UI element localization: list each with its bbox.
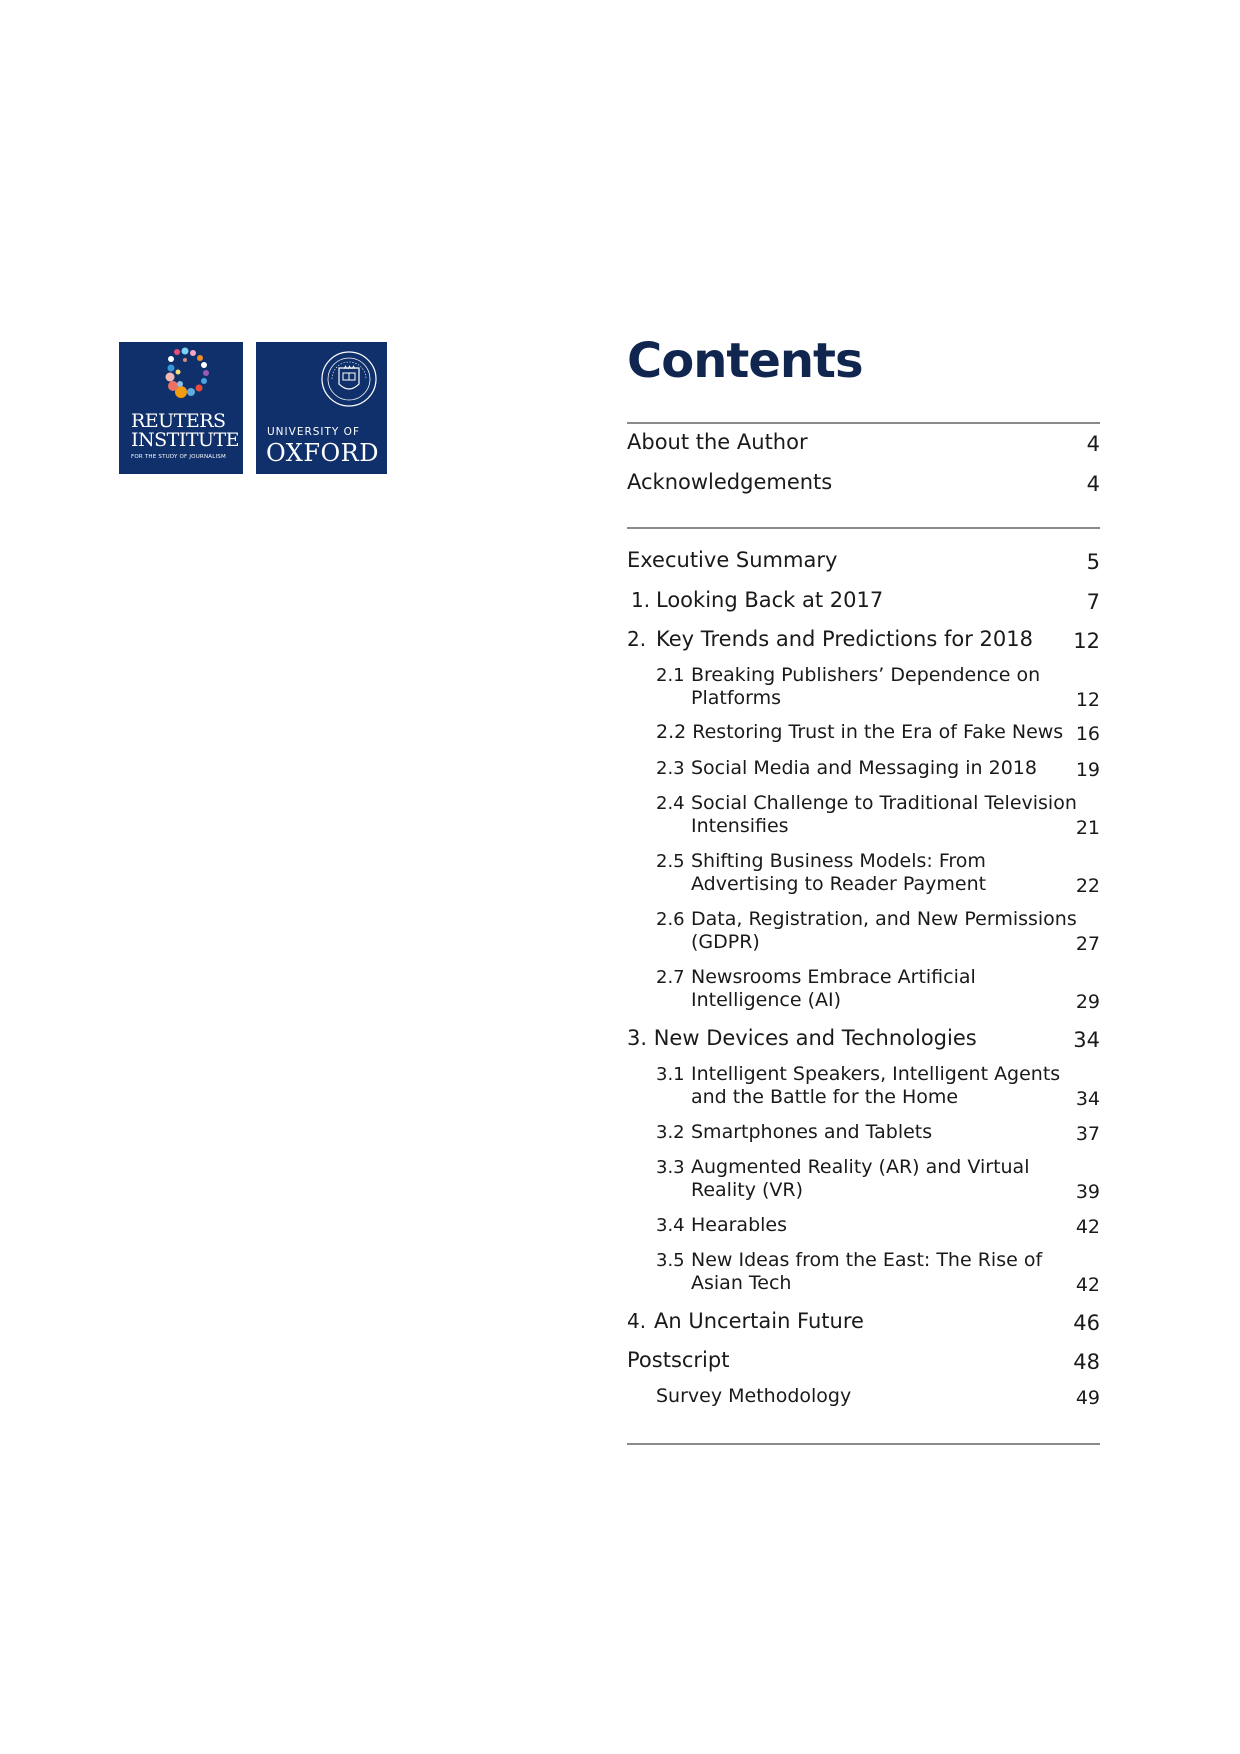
toc-entry-page: 4	[1086, 472, 1100, 496]
toc-entry[interactable]	[627, 792, 1100, 838]
toc-entry[interactable]	[627, 471, 1100, 494]
toc-entry-page: 12	[1073, 629, 1100, 653]
toc-entry-page: 12	[1075, 689, 1100, 711]
toc-entry-page: 34	[1073, 1028, 1100, 1052]
toc-entry-page: 21	[1075, 817, 1100, 839]
toc-entry-title	[627, 1349, 729, 1372]
toc-entry-page: 5	[1086, 550, 1100, 574]
toc-entry-title-line: Newsrooms Embrace Artificial	[691, 966, 976, 988]
toc-entry[interactable]	[627, 589, 1100, 612]
divider	[627, 527, 1100, 529]
toc-entry[interactable]	[627, 1249, 1100, 1295]
toc-entry-number: 3.4	[656, 1215, 685, 1236]
toc-entry-page: 34	[1075, 1088, 1100, 1110]
toc-entry-title	[627, 431, 808, 454]
reuters-subtitle: FOR THE STUDY OF JOURNALISM	[131, 454, 226, 460]
toc-entry-title	[691, 1156, 1029, 1202]
toc-entry-page: 37	[1075, 1123, 1100, 1145]
toc-entry-title	[691, 908, 1077, 954]
toc-entry-title	[656, 589, 883, 612]
toc-entry-title-line: Social Challenge to Traditional Television	[691, 792, 1077, 814]
toc-entry-number: 2.7	[656, 967, 685, 988]
toc-entry-title-line: Asian Tech	[691, 1272, 792, 1294]
toc-entry-number: 2.3	[656, 758, 685, 779]
toc-entry-title-line: Advertising to Reader Payment	[691, 873, 987, 895]
toc-entry[interactable]	[627, 721, 1100, 744]
toc-entry-title-line: Intelligence (AI)	[691, 989, 842, 1011]
reuters-line2: INSTITUTE	[131, 429, 240, 451]
toc-entry-number: 3.1	[656, 1064, 685, 1085]
toc-entry-title	[654, 1310, 864, 1333]
toc-entry-number: 2.4	[656, 793, 685, 814]
dots-emblem-icon	[119, 342, 243, 412]
toc-entry-title-line: Postscript	[627, 1348, 730, 1372]
toc-entry-page: 19	[1075, 759, 1100, 781]
toc-entry[interactable]	[627, 1385, 1100, 1408]
toc-entry[interactable]	[627, 664, 1100, 710]
toc-entry[interactable]	[627, 549, 1100, 572]
toc-entry-title-line: Executive Summary	[627, 548, 838, 572]
toc-entry-page: 49	[1075, 1387, 1100, 1409]
toc-entry-title-line: Augmented Reality (AR) and Virtual	[691, 1156, 1030, 1178]
toc-entry[interactable]	[627, 1214, 1100, 1237]
divider	[627, 422, 1100, 424]
page-title: Contents	[627, 333, 863, 389]
reuters-line1: REUTERS	[131, 410, 226, 432]
toc-entry[interactable]	[627, 1063, 1100, 1109]
toc-entry[interactable]	[627, 908, 1100, 954]
oxford-university-logo	[256, 342, 387, 474]
toc-entry[interactable]	[627, 757, 1100, 780]
toc-entry-title-line: Intensifies	[691, 815, 789, 837]
toc-entry-page: 27	[1075, 933, 1100, 955]
toc-entry-title-line: Data, Registration, and New Permissions	[691, 908, 1077, 930]
toc-entry-title	[691, 966, 976, 1012]
oxford-line2: OXFORD	[266, 439, 379, 467]
toc-entry-title	[627, 471, 832, 494]
toc-entry-page: 29	[1075, 991, 1100, 1013]
toc-entry-title-line: (GDPR)	[691, 931, 760, 953]
toc-entry-title-line: Looking Back at 2017	[656, 588, 884, 612]
toc-entry[interactable]	[627, 1349, 1100, 1372]
divider	[627, 1443, 1100, 1445]
toc-entry-title-line: Reality (VR)	[691, 1179, 803, 1201]
toc-entry-title-line: Platforms	[691, 687, 782, 709]
toc-entry-title-line: About the Author	[627, 430, 808, 454]
toc-entry-page: 4	[1086, 432, 1100, 456]
toc-entry-page: 46	[1073, 1311, 1100, 1335]
toc-entry-title-line: Key Trends and Predictions for 2018	[656, 627, 1033, 651]
toc-entry-title	[691, 757, 1037, 780]
toc-entry-number: 3.2	[656, 1122, 685, 1143]
toc-entry-title-line: 3. New Devices and Technologies	[627, 1026, 977, 1050]
toc-entry-page: 39	[1075, 1181, 1100, 1203]
toc-entry-title	[656, 1385, 851, 1408]
toc-entry-page: 48	[1073, 1350, 1100, 1374]
toc-entry-page: 42	[1075, 1216, 1100, 1238]
toc-entry-title-line: Intelligent Speakers, Intelligent Agents	[691, 1063, 1061, 1085]
toc-entry-title-line: Smartphones and Tablets	[691, 1121, 933, 1143]
toc-entry[interactable]	[627, 431, 1100, 454]
toc-entry-title-line: Social Media and Messaging in 2018	[691, 757, 1037, 779]
toc-entry[interactable]	[627, 850, 1100, 896]
toc-entry-page: 16	[1075, 723, 1100, 745]
toc-entry[interactable]	[627, 1121, 1100, 1144]
toc-entry-title-line: An Uncertain Future	[654, 1309, 864, 1333]
toc-entry[interactable]	[627, 628, 1100, 651]
toc-entry-number: 3.3	[656, 1157, 685, 1178]
toc-entry-title-line: 2.2 Restoring Trust in the Era of Fake News	[656, 721, 1064, 743]
toc-entry-title	[656, 721, 1063, 744]
toc-entry[interactable]	[627, 1027, 1100, 1050]
toc-entry[interactable]	[627, 1310, 1100, 1333]
toc-entry-title-line: Hearables	[691, 1214, 788, 1236]
toc-entry-page: 42	[1075, 1274, 1100, 1296]
toc-entry-title	[691, 792, 1077, 838]
toc-entry-title-line: New Ideas from the East: The Rise of	[691, 1249, 1043, 1271]
oxford-crest-icon	[318, 348, 380, 410]
toc-entry-number: 2.1	[656, 665, 685, 686]
toc-entry-number: 3.5	[656, 1250, 685, 1271]
toc-entry-page: 22	[1075, 875, 1100, 897]
toc-entry[interactable]	[627, 1156, 1100, 1202]
toc-entry-title	[691, 1121, 932, 1144]
toc-entry-title-line: and the Battle for the Home	[691, 1086, 959, 1108]
toc-entry-title	[656, 628, 1033, 651]
toc-entry-title	[691, 1249, 1042, 1295]
toc-entry-number: 2.6	[656, 909, 685, 930]
toc-entry-page: 7	[1086, 590, 1100, 614]
toc-entry[interactable]	[627, 966, 1100, 1012]
toc-entry-title	[691, 664, 1040, 710]
toc-entry-title	[691, 850, 986, 896]
toc-entry-title	[627, 549, 837, 572]
toc-entry-number: 4.	[627, 1309, 647, 1333]
toc-entry-number: 2.5	[656, 851, 685, 872]
toc-entry-title-line: Breaking Publishers’ Dependence on	[691, 664, 1041, 686]
reuters-institute-logo	[119, 342, 243, 474]
toc-entry-number: 1.	[631, 588, 651, 612]
toc-entry-title-line: Shifting Business Models: From	[691, 850, 986, 872]
toc-entry-title	[627, 1027, 977, 1050]
toc-entry-title-line: Acknowledgements	[627, 470, 833, 494]
toc-entry-title	[691, 1063, 1060, 1109]
toc-entry-title	[691, 1214, 787, 1237]
oxford-line1: UNIVERSITY OF	[267, 426, 360, 438]
toc-entry-title-line: Survey Methodology	[656, 1385, 852, 1407]
toc-entry-number: 2.	[627, 627, 647, 651]
